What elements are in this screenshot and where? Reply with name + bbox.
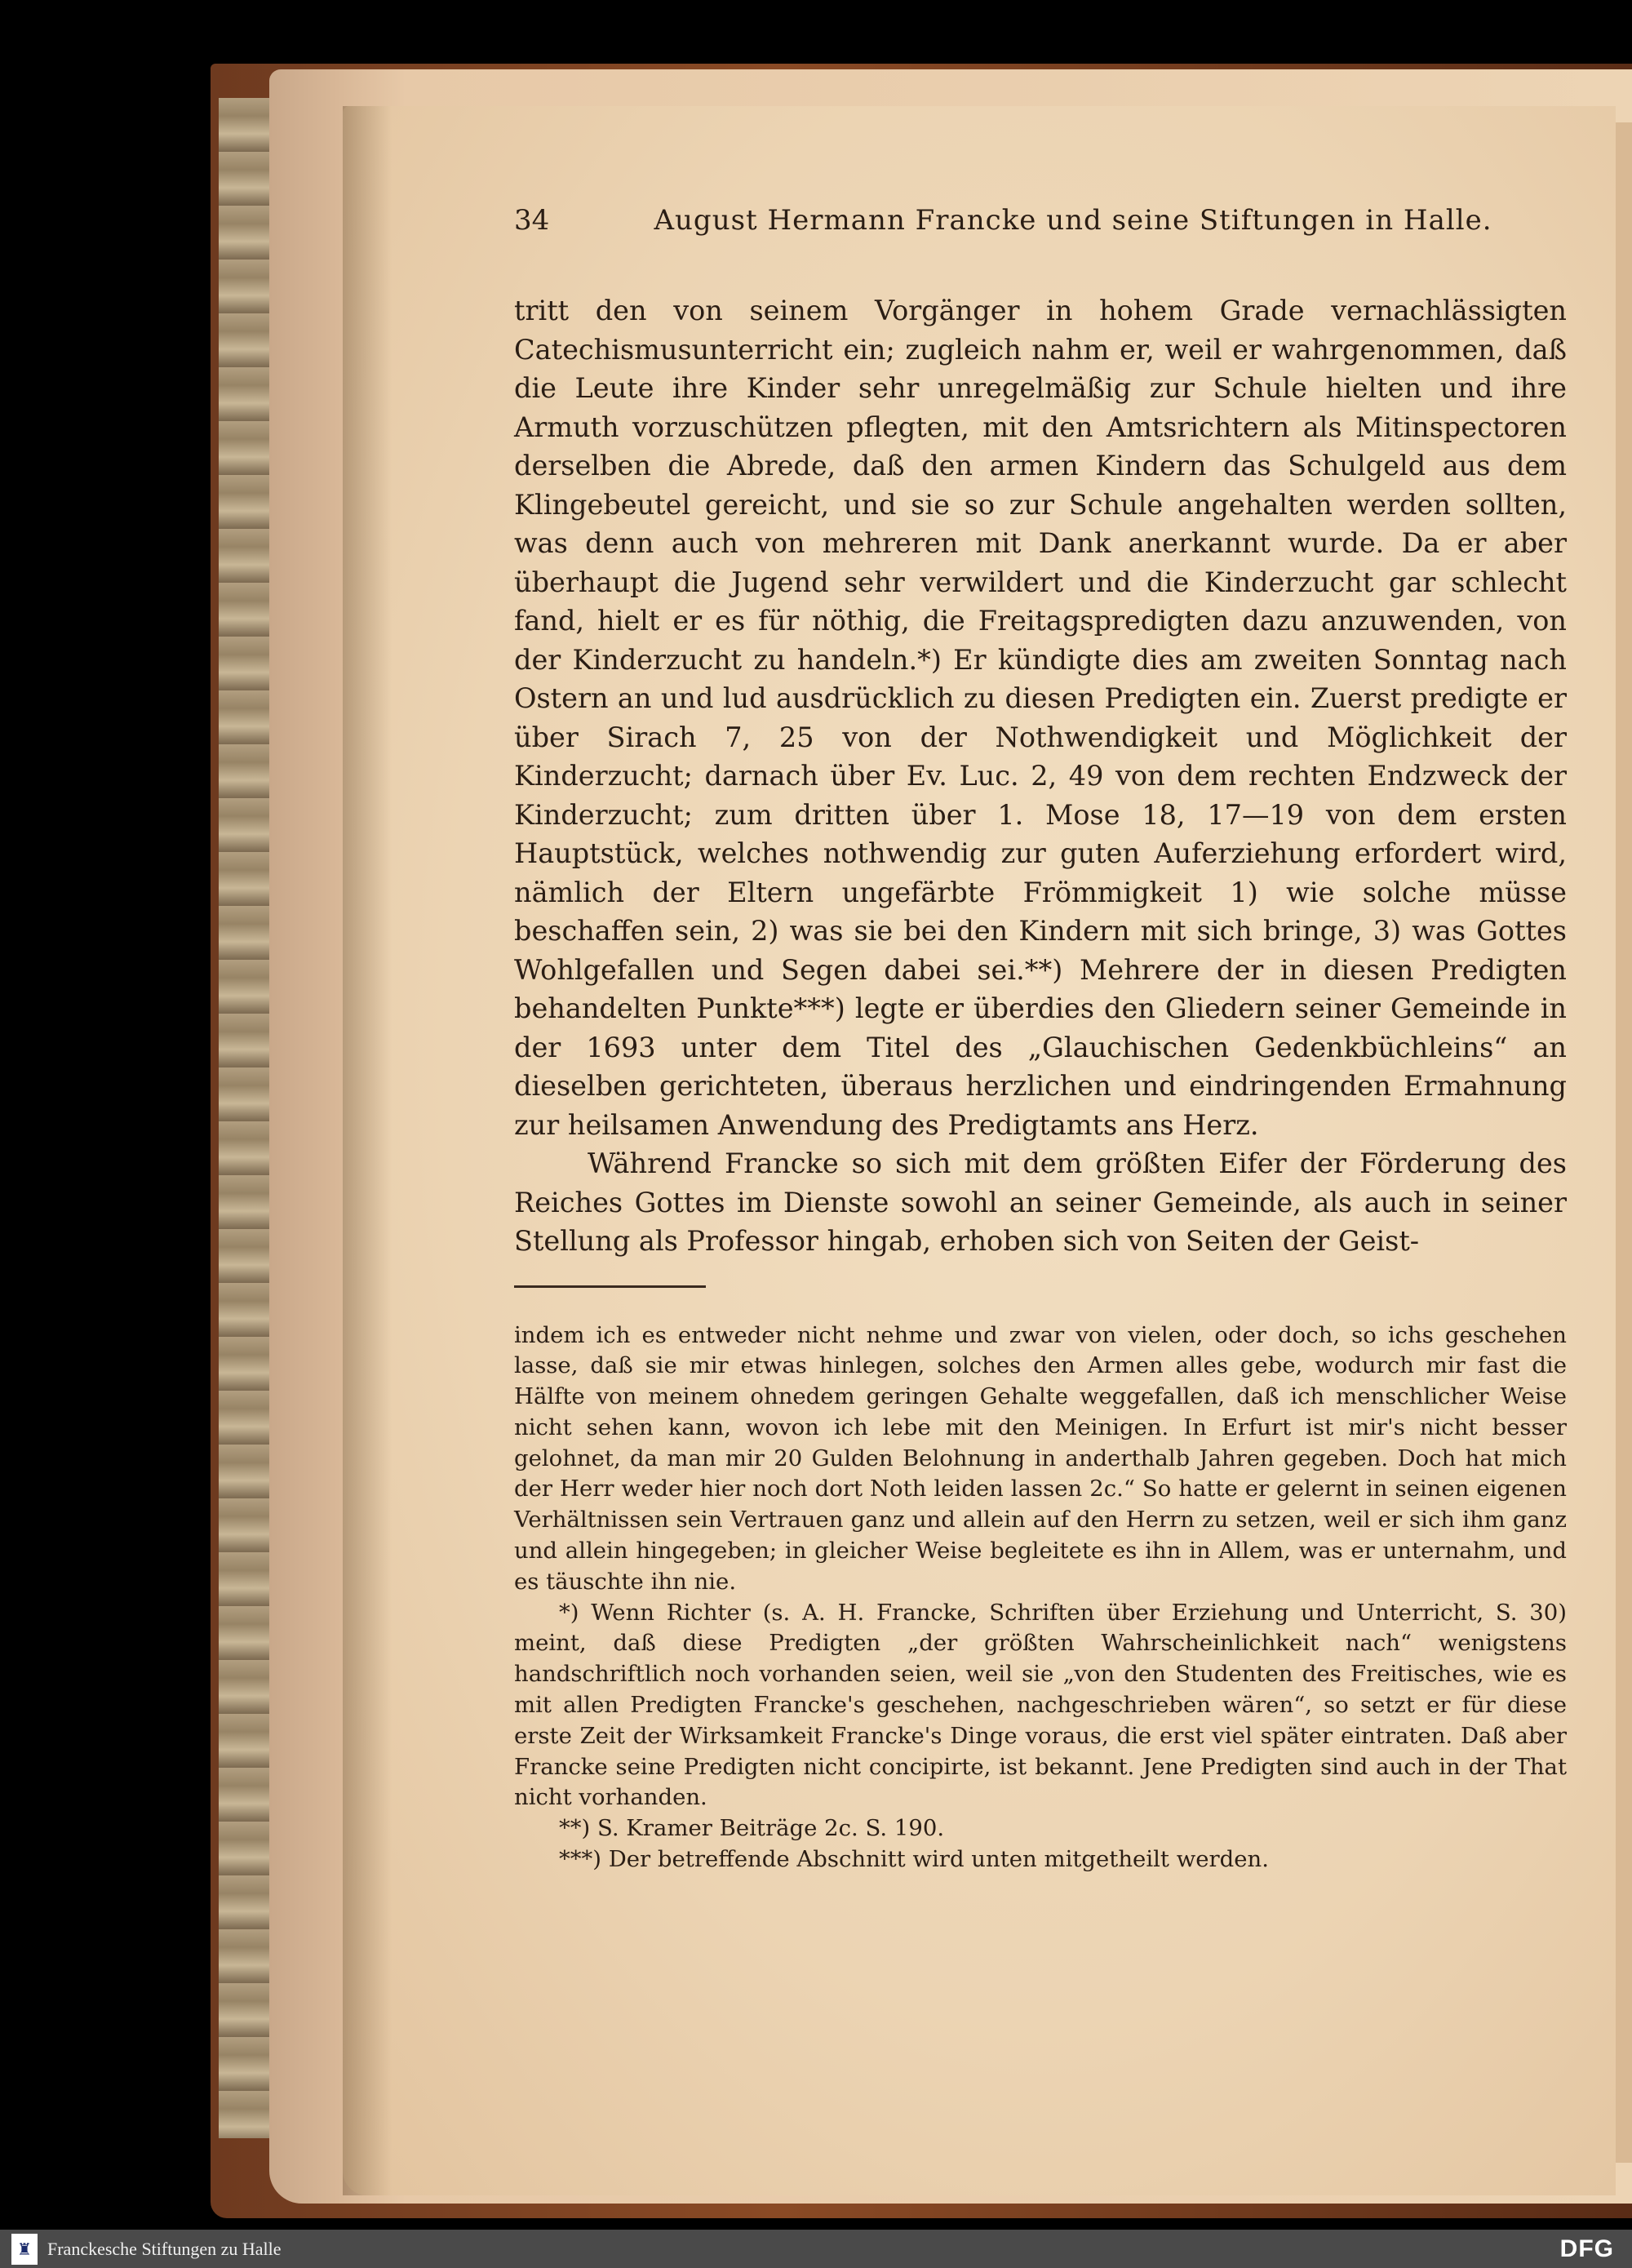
footnote: ***) Der betreffende Abschnitt wird unten mitgetheilt werden.	[559, 1846, 1269, 1873]
page-number: 34	[514, 204, 550, 237]
institution-logo-icon: ♜	[11, 2234, 38, 2265]
institution-name: Franckesche Stiftungen zu Halle	[47, 2238, 282, 2259]
paragraph: Während Francke so sich mit dem größten Eifer der Förderung des Reiches Gottes im Dienste sowohl an seiner Gemeinde, als auch in seiner Stellung als Professor hingab, erhoben sich von Seiten der Geist-	[514, 1147, 1567, 1257]
institution-block	[0, 2234, 282, 2265]
dfg-logo: DFG	[1559, 2235, 1614, 2262]
paragraph: tritt den von seinem Vorgänger in hohem Grade vernachlässigten Catechismusunterricht ein; zugleich nahm er, weil er wahrgenommen, daß die Leute ihre Kinder sehr unregelmäßig zur Schule hielten und ihre Armuth vorzuschützen pflegten, mit den Amtsrichtern als Mitinspectoren derselben die Abrede, daß den armen Kindern das Schulgeld aus dem Klingebeutel gereicht, und sie so zur Schule angehalten werden sollten, was denn auch von mehreren mit Dank anerkannt wurde. Da er aber überhaupt die Jugend sehr verwildert und die Kinderzucht gar schlecht fand, hielt er es für nöthig, die Freitagspredigten dazu anzuwenden, von der Kinderzucht zu handeln.*) Er kündigte dies am zweiten Sonntag nach Ostern an und lud ausdrücklich zu diesen Predigten ein. Zuerst predigte er über Sirach 7, 25 von der Nothwendigkeit und Möglichkeit der Kinderzucht; darnach über Ev. Luc. 2, 49 von dem rechten Endzweck der Kinderzucht; zum dritten über 1. Mose 18, 17—19 von dem ersten Hauptstück, welches nothwendig zur guten Auferziehung erfordert wird, nämlich der Eltern ungefärbte Frömmigkeit 1) wie solche müsse beschaffen sein, 2) was sie bei den Kindern mit sich bringe, 3) was Gottes Wohlgefallen und Segen dabei sei.**) Mehrere der in diesen Predigten behandelten Punkte***) legte er überdies den Gliedern seiner Gemeinde in der 1693 unter dem Titel des „Glauchischen Gedenkbüchleins“ an dieselben gerichteten, überaus herzlichen und eindringenden Ermahnung zur heilsamen Anwendung des Predigtamts ans Herz.	[514, 295, 1567, 1141]
footnote: **) S. Kramer Beiträge 2c. S. 190.	[559, 1815, 945, 1842]
footnotes	[514, 1320, 1567, 1875]
gutter-shadow	[343, 106, 392, 2195]
viewer-footer	[0, 2230, 1632, 2268]
footnote-continuation: indem ich es entweder nicht nehme und zwar von vielen, oder doch, so ichs geschehen lasse, daß sie mir etwas hinlegen, solches den Armen alles gebe, wodurch mir fast die Hälfte von meinem ohnedem geringen Gehalte weggefallen, daß ich menschlicher Weise nicht sehen kann, wovon ich lebe mit den Meinigen. In Erfurt ist mir's nicht besser gelohnet, da man mir 20 Gulden Belohnung in anderthalb Jahren gegeben. Doch hat mich der Herr weder hier noch dort Noth leiden lassen 2c.“ So hatte er gelernt in seinen eigenen Verhältnissen sein Vertrauen ganz und allein auf den Herrn zu setzen, weil er sich ihm ganz und allein hingegeben; in gleicher Weise begleitete es ihn in Allem, was er unternahm, und es täuschte ihn nie.	[514, 1321, 1567, 1595]
page-content	[514, 204, 1567, 1875]
book-spine	[219, 98, 276, 2138]
footnote: *) Wenn Richter (s. A. H. Francke, Schriften über Erziehung und Unterricht, S. 30) meint, daß diese Predigten „der größten Wahrscheinlichkeit nach“ wenigstens handschriftlich noch vorhanden seien, weil sie „von den Studenten des Freitisches, wie es mit allen Predigten Francke's geschehen, nachgeschrieben wären“, so setzt er für diese erste Zeit der Wirksamkeit Francke's Dinge voraus, die erst viel später eintraten. Daß aber Francke seine Predigten nicht concipirte, ist bekannt. Jene Predigten sind auch in der That nicht vorhanden.	[514, 1599, 1567, 1811]
main-text	[514, 291, 1567, 1261]
footnote-divider	[514, 1285, 706, 1288]
page-header	[514, 204, 1567, 246]
running-head: August Hermann Francke und seine Stiftungen in Halle.	[654, 204, 1492, 237]
